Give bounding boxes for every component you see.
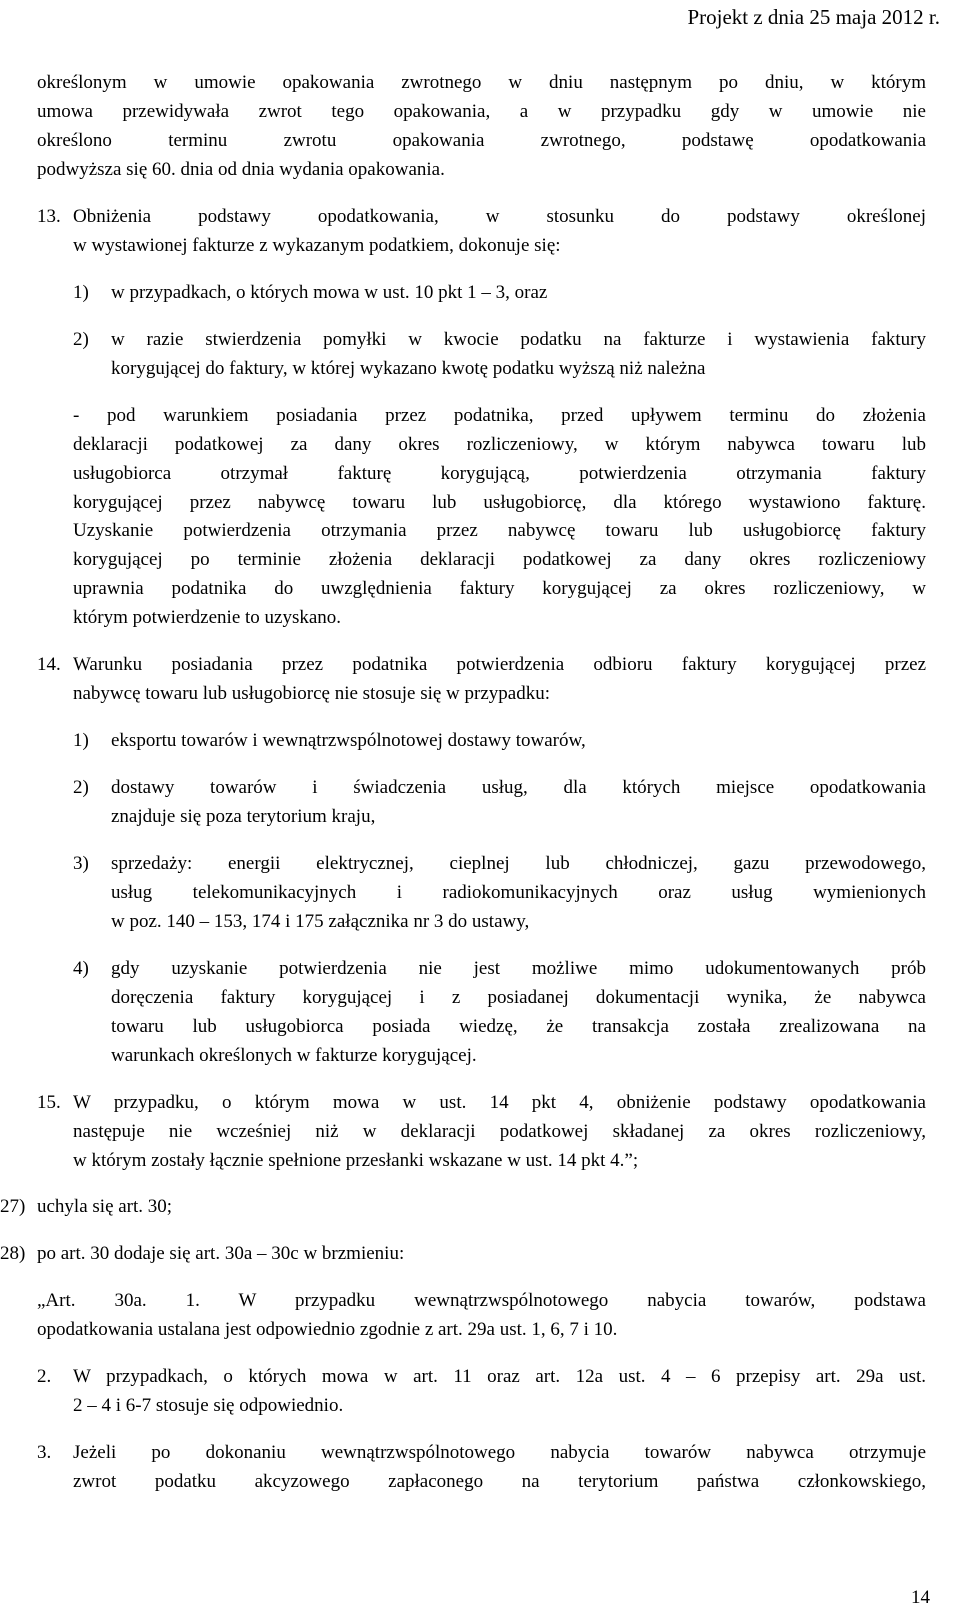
text-line: „Art. 30a. 1. W przypadku wewnątrzwspólnotowego nabycia towarów, podstawa (37, 1290, 926, 1311)
text-line: w którym zostały łącznie spełnione przesłanki wskazane w ust. 14 pkt 4.”; (73, 1150, 639, 1171)
text-line: gdy uzyskanie potwierdzenia nie jest możliwe mimo udokumentowanych prób (111, 958, 926, 979)
text-line: w poz. 140 – 153, 174 i 175 załącznika nr 3 do ustawy, (111, 911, 530, 932)
text-line: usługobiorca otrzymał fakturę korygującą, potwierdzenia otrzymania faktury (73, 463, 926, 484)
text-line: znajduje się poza terytorium kraju, (111, 806, 376, 827)
text-line: opodatkowania ustalana jest odpowiednio zgodnie z art. 29a ust. 1, 6, 7 i 10. (37, 1319, 618, 1340)
text-line: którym potwierdzenie to uzyskano. (73, 607, 342, 628)
text-line: eksportu towarów i wewnątrzwspólnotowej dostawy towarów, (111, 730, 586, 751)
text-line: korygującej przez nabywcę towaru lub usługobiorcę, dla którego wystawiono fakturę. (73, 492, 926, 513)
text-line: Jeżeli po dokonaniu wewnątrzwspólnotowego nabycia towarów nabywca otrzymuje (73, 1442, 926, 1463)
text-line: zwrot podatku akcyzowego zapłaconego na terytorium państwa członkowskiego, (73, 1471, 926, 1492)
text-line: W przypadku, o którym mowa w ust. 14 pkt 4, obniżenie podstawy opodatkowania (73, 1092, 926, 1113)
item-number: 1) (73, 730, 89, 751)
item-number: 2) (73, 777, 89, 798)
text-line: w przypadkach, o których mowa w ust. 10 pkt 1 – 3, oraz (111, 282, 548, 303)
text-line: następuje nie wcześniej niż w deklaracji podatkowej składanej za okres rozliczeniowy, (73, 1121, 926, 1142)
text-line: usług telekomunikacyjnych i radiokomunikacyjnych oraz usług wymienionych (111, 882, 926, 903)
text-line: korygującej po terminie złożenia deklaracji podatkowej za dany okres rozliczeniowy (73, 549, 926, 570)
text-line: podwyższa się 60. dnia od dnia wydania opakowania. (37, 159, 445, 180)
text-line: określono terminu zwrotu opakowania zwrotnego, podstawę opodatkowania (37, 130, 926, 151)
text-line: korygującej do faktury, w której wykazano kwotę podatku wyższą niż należna (111, 358, 706, 379)
paragraph-number: 2. (37, 1366, 52, 1387)
text-line: w wystawionej fakturze z wykazanym podatkiem, dokonuje się: (73, 235, 561, 256)
paragraph-number: 15. (37, 1092, 61, 1113)
text-line: doręczenia faktury korygującej i z posiadanej dokumentacji wynika, że nabywca (111, 987, 926, 1008)
item-number: 2) (73, 329, 89, 350)
item-number: 3) (73, 853, 89, 874)
paragraph-number: 14. (37, 654, 61, 675)
page-number: 14 (911, 1587, 930, 1608)
text-line: Uzyskanie potwierdzenia otrzymania przez nabywcę towaru lub usługobiorcę faktury (73, 520, 926, 541)
text-line: deklaracji podatkowej za dany okres rozliczeniowy, w którym nabywca towaru lub (73, 434, 926, 455)
text-line: Warunku posiadania przez podatnika potwierdzenia odbioru faktury korygującej przez (73, 654, 926, 675)
text-line: Obniżenia podstawy opodatkowania, w stosunku do podstawy określonej (73, 206, 926, 227)
text-line: warunkach określonych w fakturze korygującej. (111, 1045, 477, 1066)
paragraph-number: 13. (37, 206, 61, 227)
document-header: Projekt z dnia 25 maja 2012 r. (687, 5, 940, 29)
text-line: umowa przewidywała zwrot tego opakowania, a w przypadku gdy w umowie nie (37, 101, 926, 122)
paragraph-number: 3. (37, 1442, 52, 1463)
text-line: w razie stwierdzenia pomyłki w kwocie podatku na fakturze i wystawienia faktury (111, 329, 926, 350)
text-line: sprzedaży: energii elektrycznej, cieplnej lub chłodniczej, gazu przewodowego, (111, 853, 926, 874)
text-line: dostawy towarów i świadczenia usług, dla których miejsce opodatkowania (111, 777, 926, 798)
point-number: 27) (0, 1196, 26, 1217)
text-line: uprawnia podatnika do uwzględnienia faktury korygującej za okres rozliczeniowy, w (73, 578, 926, 599)
text-line: W przypadkach, o których mowa w art. 11 oraz art. 12a ust. 4 – 6 przepisy art. 29a ust. (73, 1366, 926, 1387)
item-number: 4) (73, 958, 89, 979)
item-number: 1) (73, 282, 89, 303)
text-line: po art. 30 dodaje się art. 30a – 30c w brzmieniu: (37, 1243, 405, 1264)
text-line: - pod warunkiem posiadania przez podatnika, przed upływem terminu do złożenia (73, 405, 926, 426)
text-line: towaru lub usługobiorca posiada wiedzę, że transakcja została zrealizowana na (111, 1016, 926, 1037)
text-line: uchyla się art. 30; (37, 1196, 173, 1217)
text-line: 2 – 4 i 6-7 stosuje się odpowiednio. (73, 1395, 344, 1416)
text-line: określonym w umowie opakowania zwrotnego w dniu następnym po dniu, w którym (37, 72, 926, 93)
point-number: 28) (0, 1243, 26, 1264)
text-line: nabywcę towaru lub usługobiorcę nie stosuje się w przypadku: (73, 683, 550, 704)
